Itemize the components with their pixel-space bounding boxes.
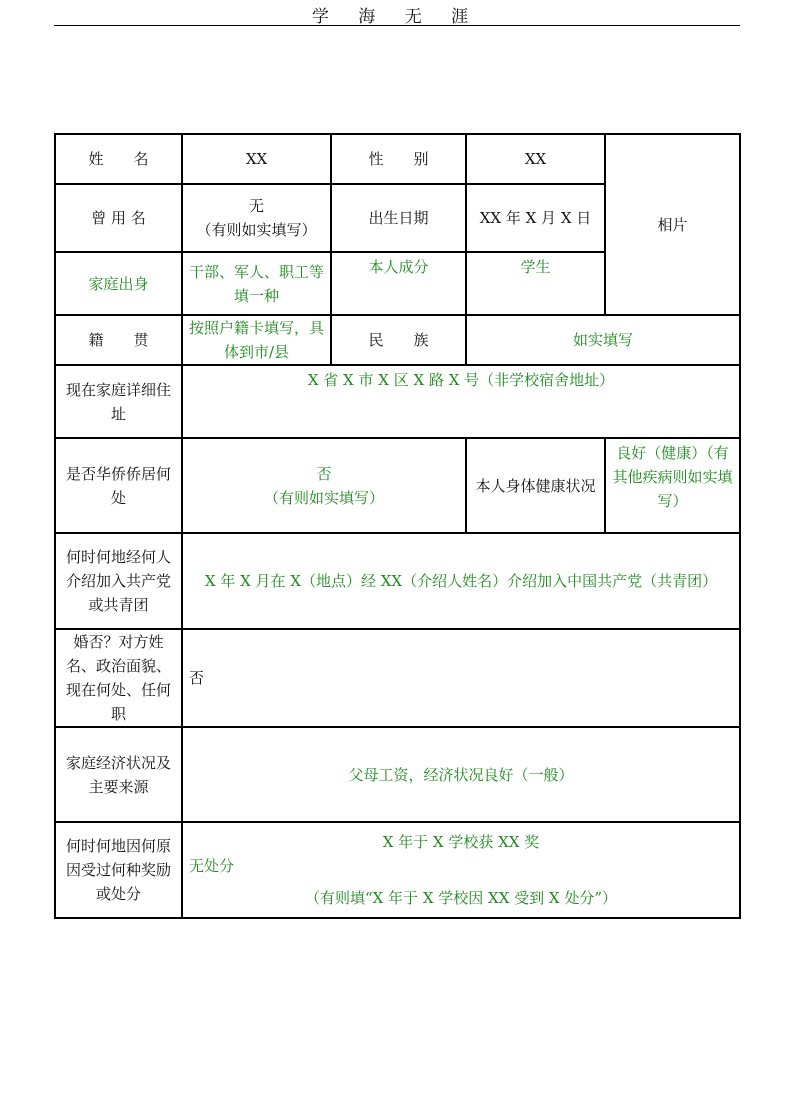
registration-form-table: [54, 133, 741, 919]
family-origin-label: 家庭出身: [55, 252, 182, 315]
family-origin-value[interactable]: 干部、军人、职工等填一种: [182, 252, 331, 315]
photo-cell[interactable]: [605, 134, 740, 315]
health-label: 本人身体健康状况: [466, 438, 605, 533]
award-value-note: （有则填“X 年于 X 学校因 XX 受到 X 处分”）: [304, 889, 618, 907]
personal-status-value[interactable]: 学生: [466, 252, 605, 315]
photo-label: 相片: [657, 215, 688, 234]
party-value[interactable]: X 年 X 月在 X（地点）经 XX（介绍人姓名）介绍加入中国共产党（共青团）: [182, 533, 740, 629]
former-name-value-main: 无: [248, 197, 264, 215]
overseas-label: 是否华侨侨居何处: [55, 438, 182, 533]
gender-label: 性 别: [331, 134, 466, 184]
personal-status-label: 本人成分: [331, 252, 466, 315]
award-label: 何时何地因何原因受过何种奖励或处分: [55, 822, 182, 918]
economy-label: 家庭经济状况及主要来源: [55, 727, 182, 822]
award-value-reward: X 年于 X 学校获 XX 奖: [382, 833, 540, 851]
award-value-penalty: 无处分: [189, 857, 235, 875]
overseas-value-note: （有则如实填写）: [263, 488, 384, 507]
ethnicity-value[interactable]: 如实填写: [466, 315, 740, 365]
native-place-value[interactable]: 按照户籍卡填写，具体到市/县: [182, 315, 331, 365]
header-divider: [54, 25, 740, 26]
name-label: 姓 名: [55, 134, 182, 184]
birth-date-label: 出生日期: [331, 184, 466, 252]
former-name-label: 曾 用 名: [55, 184, 182, 252]
birth-date-value[interactable]: XX 年 X 月 X 日: [466, 184, 605, 252]
party-label: 何时何地经何人介绍加入共产党或共青团: [55, 533, 182, 629]
economy-value[interactable]: 父母工资，经济状况良好（一般）: [182, 727, 740, 822]
award-value[interactable]: [182, 822, 740, 918]
health-value[interactable]: 良好（健康）（有其他疾病则如实填写）: [605, 438, 740, 533]
overseas-value-main: 否: [316, 464, 332, 483]
address-label: 现在家庭详细住址: [55, 365, 182, 438]
ethnicity-label: 民 族: [331, 315, 466, 365]
overseas-value[interactable]: [182, 438, 466, 533]
marriage-label: 婚否？对方姓名、政治面貌、 现在何处、任何职: [55, 629, 182, 727]
marriage-value[interactable]: 否: [182, 629, 740, 727]
native-place-label: 籍 贯: [55, 315, 182, 365]
former-name-value[interactable]: [182, 184, 331, 252]
gender-value[interactable]: XX: [466, 134, 605, 184]
page-header-title: 学 海 无 涯: [311, 7, 481, 27]
address-value[interactable]: X 省 X 市 X 区 X 路 X 号（非学校宿舍地址）: [182, 365, 740, 438]
former-name-value-note: （有则如实填写）: [196, 221, 317, 239]
name-value[interactable]: XX: [182, 134, 331, 184]
